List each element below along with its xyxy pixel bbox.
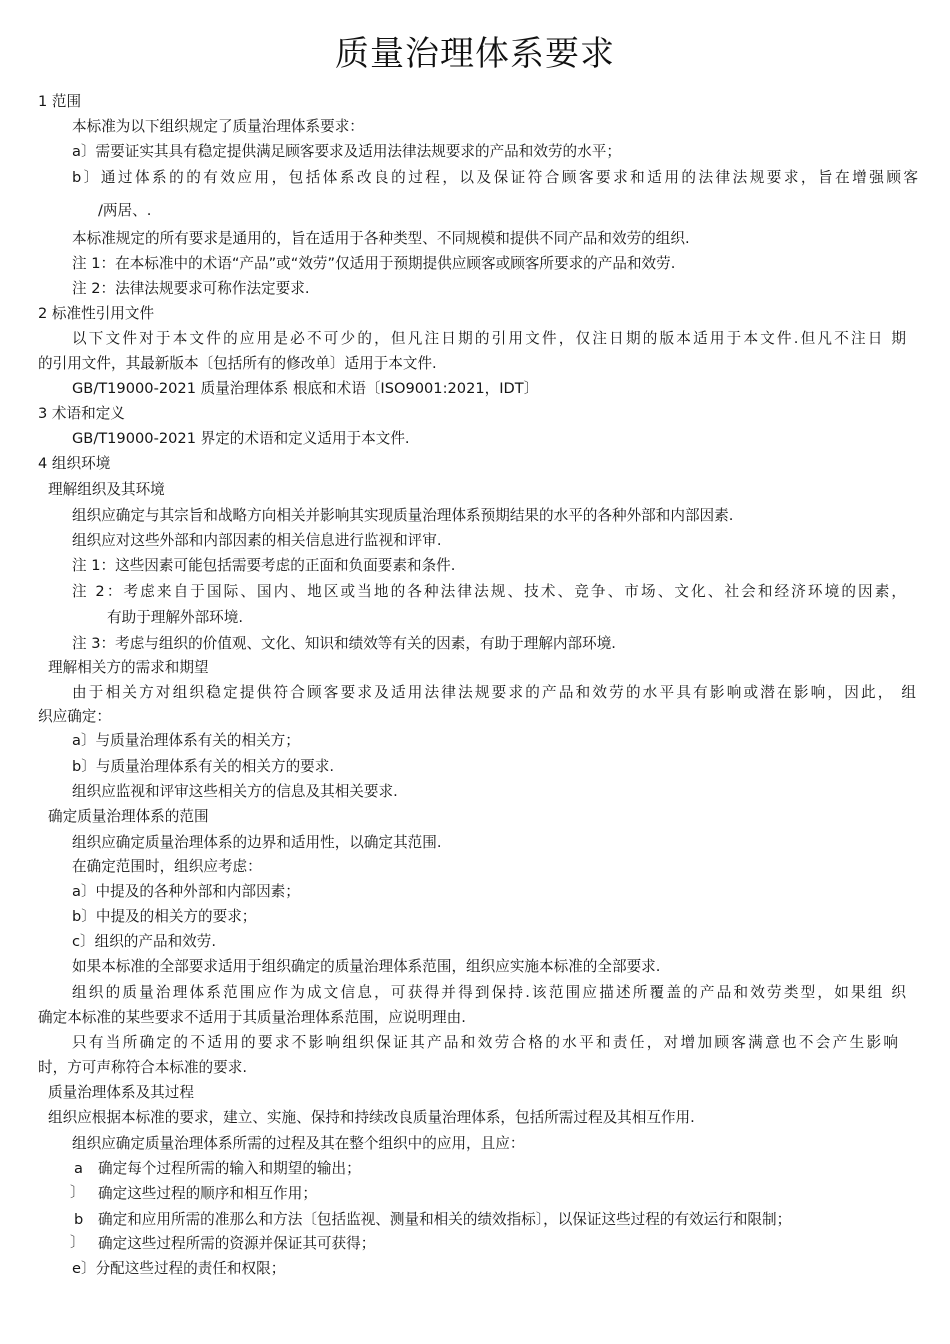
- paragraph-line: 如果本标准的全部要求适用于组织确定的质量治理体系范围，组织应实施本标准的全部要求.: [72, 958, 661, 975]
- paragraph-line: 组织应监视和评审这些相关方的信息及其相关要求.: [72, 783, 398, 800]
- list-item: b〕中提及的相关方的要求；: [72, 908, 257, 925]
- paragraph-line: 组织应确定与其宗旨和战略方向相关并影响其实现质量治理体系预期结果的水平的各种外部和内部因素.: [72, 507, 734, 524]
- list-item: a〕中提及的各种外部和内部因素；: [72, 883, 300, 900]
- paragraph-line: 织应确定：: [38, 708, 111, 725]
- subsection-heading: 质量治理体系及其过程: [48, 1084, 194, 1101]
- list-item: b〕通过体系的的有效应用，包括体系改良的过程，以及保证符合顾客要求和适用的法律法规要求，旨在增强顾客: [72, 169, 918, 186]
- paragraph-line: 组织应对这些外部和内部因素的相关信息进行监视和评审.: [72, 532, 442, 549]
- section-heading: 2 标准性引用文件: [38, 305, 155, 322]
- list-item: a〕需要证实其具有稳定提供满足顾客要求及适用法律法规要求的产品和效劳的水平；: [72, 143, 621, 160]
- list-item: 确定这些过程的顺序和相互作用；: [98, 1185, 317, 1202]
- paragraph-line: 组织应根据本标准的要求，建立、实施、保持和持续改良质量治理体系，包括所需过程及其相互作用.: [48, 1109, 695, 1126]
- list-item: 确定每个过程所需的输入和期望的输出；: [98, 1160, 361, 1177]
- paragraph-line: 以下文件对于本文件的应用是必不可少的，但凡注日期的引用文件，仅注日期的版本适用于本文件.但凡不注日 期: [72, 330, 906, 347]
- list-item: c〕组织的产品和效劳.: [72, 933, 217, 950]
- paragraph-line: 时，方可声称符合本标准的要求.: [38, 1059, 247, 1076]
- subsection-heading: 确定质量治理体系的范围: [48, 808, 209, 825]
- subsection-heading: 理解组织及其环境: [48, 481, 165, 498]
- list-marker: a: [74, 1160, 83, 1177]
- section-heading: 4 组织环境: [38, 455, 111, 472]
- paragraph-line: 组织的质量治理体系范围应作为成文信息，可获得并得到保持.该范围应描述所覆盖的产品和效劳类型，如果组 织: [72, 984, 906, 1001]
- note-line: 注 2：法律法规要求可称作法定要求.: [72, 280, 310, 297]
- list-item: 确定这些过程所需的资源并保证其可获得；: [98, 1235, 376, 1252]
- paragraph-line: 本标准为以下组织规定了质量治理体系要求：: [72, 118, 364, 135]
- paragraph-line: 在确定范围时，组织应考虑：: [72, 858, 262, 875]
- paragraph-line: 组织应确定质量治理体系所需的过程及其在整个组织中的应用，且应：: [72, 1135, 525, 1152]
- list-marker: 〕: [70, 1234, 85, 1251]
- paragraph-line: /两居、.: [98, 202, 152, 219]
- note-line: 注 1：这些因素可能包括需要考虑的正面和负面要素和条件.: [72, 557, 456, 574]
- paragraph-line: 只有当所确定的不适用的要求不影响组织保证其产品和效劳合格的水平和责任，对增加顾客满意也不会产生影响: [72, 1034, 898, 1051]
- list-marker: b: [74, 1211, 84, 1228]
- list-item: a〕与质量治理体系有关的相关方；: [72, 732, 300, 749]
- note-line: 注 1：在本标准中的术语“产品”或“效劳”仅适用于预期提供应顾客或顾客所要求的产品和效劳.: [72, 255, 676, 272]
- paragraph-line: 的引用文件，其最新版本〔包括所有的修改单〕适用于本文件.: [38, 355, 437, 372]
- list-item: 确定和应用所需的准那么和方法〔包括监视、测量和相关的绩效指标〕，以保证这些过程的有效运行和限制；: [98, 1211, 792, 1228]
- paragraph-line: GB/T19000-2021 界定的术语和定义适用于本文件.: [72, 430, 410, 447]
- reference-line: GB/T19000-2021 质量治理体系 根底和术语〔ISO9001:2021，IDT〕: [72, 380, 539, 397]
- list-marker: 〕: [70, 1184, 85, 1201]
- list-item: e〕分配这些过程的责任和权限；: [72, 1260, 286, 1277]
- paragraph-line: 本标准规定的所有要求是通用的，旨在适用于各种类型、不同规模和提供不同产品和效劳的组织.: [72, 230, 690, 247]
- paragraph-line: 确定本标准的某些要求不适用于其质量治理体系范围，应说明理由.: [38, 1009, 466, 1026]
- section-heading: 3 术语和定义: [38, 405, 125, 422]
- section-heading: 1 范围: [38, 93, 82, 110]
- note-line: 注 2：考虑来自于国际、国内、地区或当地的各种法律法规、技术、竞争、市场、文化、社会和经济环境的因素，: [72, 583, 906, 600]
- list-item: b〕与质量治理体系有关的相关方的要求.: [72, 758, 334, 775]
- note-line: 有助于理解外部环境.: [107, 609, 243, 626]
- subsection-heading: 理解相关方的需求和期望: [48, 659, 209, 676]
- note-line: 注 3：考虑与组织的价值观、文化、知识和绩效等有关的因素，有助于理解内部环境.: [72, 635, 616, 652]
- paragraph-line: 组织应确定质量治理体系的边界和适用性，以确定其范围.: [72, 834, 442, 851]
- paragraph-line: 由于相关方对组织稳定提供符合顾客要求及适用法律法规要求的产品和效劳的水平具有影响或潜在影响，因此， 组: [72, 684, 916, 701]
- document-title: 质量治理体系要求: [335, 34, 615, 74]
